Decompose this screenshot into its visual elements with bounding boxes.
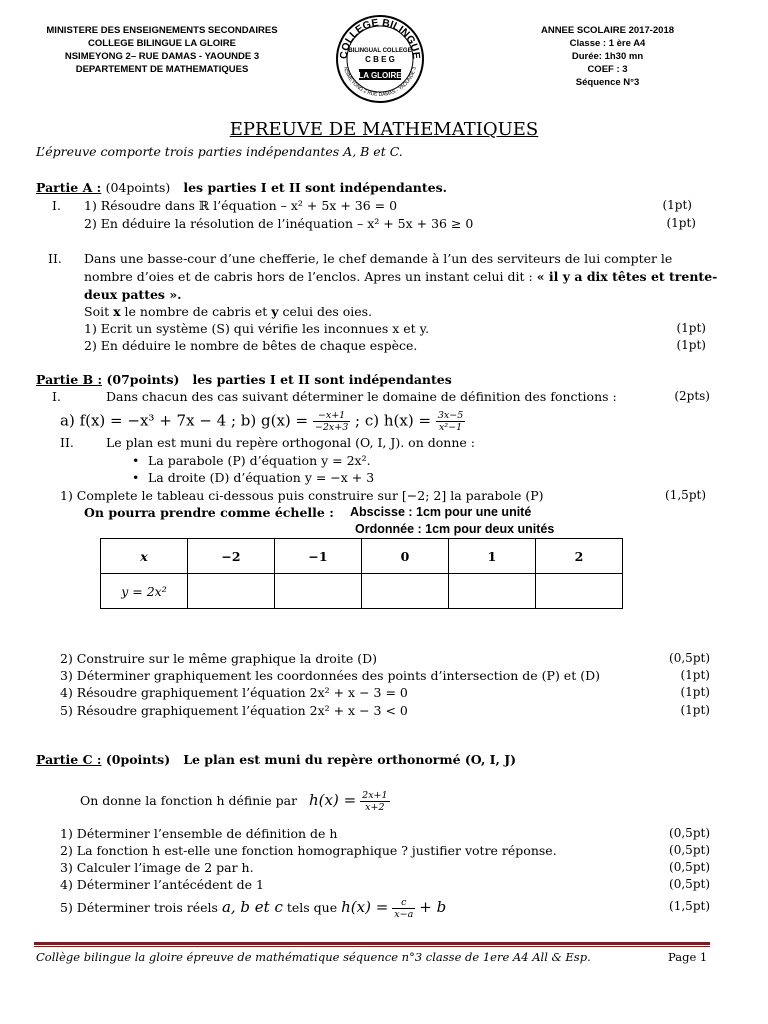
table-cell: 0 — [362, 539, 449, 574]
table-cell: 1 — [449, 539, 536, 574]
part-c-q2-points: (0,5pt) — [669, 843, 710, 857]
part-b-q3: 3) Déterminer graphiquement les coordonnées des points d’intersection de (P) et (D) — [60, 668, 600, 683]
frac-g — [313, 410, 350, 433]
frac-hc-num: 2x+1 — [362, 790, 388, 801]
part-b-I-text: Dans chacun des cas suivant déterminer le domaine de définition des fonctions : — [106, 389, 617, 404]
part-a-para-4a: Soit — [84, 304, 110, 319]
part-b-q3-points: (1pt) — [680, 668, 710, 682]
frac-q5 — [392, 897, 415, 920]
frac-g-den: −2x+3 — [314, 422, 349, 433]
table-cell: −1 — [275, 539, 362, 574]
part-b-q5: 5) Résoudre graphiquement l’équation 2x² + x − 3 < 0 — [60, 703, 408, 718]
part-a-para-4 — [84, 304, 372, 319]
table-cell-empty — [536, 574, 623, 609]
page-number: Page 1 — [668, 950, 708, 964]
table-row-y — [101, 574, 623, 609]
part-b-points: (07points) — [106, 372, 180, 387]
part-b-II-text: Le plan est muni du repère orthogonal (O, I, J). on donne : — [106, 435, 475, 450]
scale-abscisse: Abscisse : 1cm pour une unité — [350, 505, 532, 519]
part-a-I-num: I. — [52, 198, 61, 213]
part-b-q5-points: (1pt) — [680, 703, 710, 717]
scale-label: On pourra prendre comme échelle : — [84, 505, 334, 520]
var-x: x — [113, 304, 121, 319]
part-b-q2-points: (0,5pt) — [669, 651, 710, 665]
part-c-h-lhs: h(x) = — [309, 791, 357, 809]
part-c-desc: Le plan est muni du repère orthonormé (O, I, J) — [183, 752, 517, 767]
part-a-s1-points: (1pt) — [676, 321, 706, 335]
logo-initials: C B E G — [365, 55, 395, 64]
frac-h-den: x²−1 — [438, 422, 463, 433]
part-a-II-num: II. — [48, 251, 62, 266]
part-b-label: Partie B : — [36, 372, 103, 387]
part-a-q2: 2) En déduire la résolution de l’inéquation – x² + 5x + 36 ≥ 0 — [84, 216, 474, 231]
page-title: EPREUVE DE MATHEMATIQUES — [229, 119, 539, 140]
school-year: ANNEE SCOLAIRE 2017-2018 — [540, 25, 675, 36]
footer-rule — [34, 942, 710, 945]
part-a-para-3: deux pattes ». — [84, 287, 182, 302]
frac-g-num: −x+1 — [313, 410, 350, 422]
part-b-q1-points: (1,5pt) — [665, 488, 706, 502]
part-c-q5a: 5) Déterminer trois réels — [60, 900, 218, 915]
part-c-q5e: + b — [419, 898, 447, 916]
bullet-parabola-text: La parabole (P) d’équation y = 2x². — [148, 453, 371, 468]
footer-rule-thin — [34, 946, 710, 947]
bullet-line: • La droite (D) d’équation y = −x + 3 — [132, 470, 375, 485]
logo-ring-text: NSIMEYONG 2 RUE DAMAS - YAOUNDE 3 — [342, 66, 418, 99]
header-left — [32, 24, 292, 76]
part-a-q1-points: (1pt) — [662, 198, 692, 212]
frac-h — [436, 410, 465, 433]
table-cell-empty — [449, 574, 536, 609]
part-c-q5d: h(x) = — [341, 898, 389, 916]
part-a-desc: les parties I et II sont indépendantes. — [183, 180, 448, 195]
func-a-b: a) f(x) = −x³ + 7x − 4 ; b) g(x) = — [60, 411, 309, 430]
table-cell-empty — [275, 574, 362, 609]
scale-ordonnee: Ordonnée : 1cm pour deux unités — [355, 522, 555, 536]
part-c-given — [80, 790, 390, 813]
class-info: Classe : 1 ère A4 — [569, 38, 646, 49]
frac-hc-den: x+2 — [365, 802, 385, 813]
part-c-q5 — [60, 897, 446, 920]
part-b-q4: 4) Résoudre graphiquement l’équation 2x² + x − 3 = 0 — [60, 685, 408, 700]
table-cell-empty — [188, 574, 275, 609]
logo-top-text: COLLEGE BILINGUE — [337, 16, 423, 60]
ministry-line: MINISTERE DES ENSEIGNEMENTS SECONDAIRES — [46, 25, 278, 36]
school-line: COLLEGE BILINGUE LA GLOIRE — [88, 38, 236, 49]
sequence: Séquence N°3 — [575, 77, 640, 88]
part-c-points: (0points) — [105, 752, 171, 767]
logo-mid-text: BILINGUAL COLLEGE — [348, 48, 412, 54]
part-a-s2-points: (1pt) — [676, 338, 706, 352]
part-c-q1: 1) Déterminer l’ensemble de définition de h — [60, 826, 338, 841]
part-a-q1: 1) Résoudre dans ℝ l’équation – x² + 5x + 36 = 0 — [84, 198, 398, 213]
part-a-s2: 2) En déduire le nombre de bêtes de chaque espèce. — [84, 338, 418, 353]
part-c-q5c: tels que — [286, 900, 338, 915]
part-a-label: Partie A : — [36, 180, 102, 195]
part-a-s1: 1) Ecrit un système (S) qui vérifie les inconnues x et y. — [84, 321, 430, 336]
part-b-q2: 2) Construire sur le même graphique la droite (D) — [60, 651, 378, 666]
part-c-q2: 2) La fonction h est-elle une fonction homographique ? justifier votre réponse. — [60, 843, 557, 858]
part-a-q2-points: (1pt) — [666, 216, 696, 230]
table-cell: y = 2x² — [101, 574, 188, 609]
part-b-I-num: I. — [52, 389, 61, 404]
part-b-functions — [60, 410, 465, 433]
part-b-q4-points: (1pt) — [680, 685, 710, 699]
part-a-para-2b: « il y a dix têtes et trente- — [536, 269, 718, 284]
bullet-line-text: La droite (D) d’équation y = −x + 3 — [148, 470, 375, 485]
part-a-heading — [36, 180, 447, 195]
part-c-label: Partie C : — [36, 752, 102, 767]
bullet-parabola: • La parabole (P) d’équation y = 2x². — [132, 453, 371, 468]
part-c-q4-points: (0,5pt) — [669, 877, 710, 891]
table-cell-empty — [362, 574, 449, 609]
func-c: ; c) h(x) = — [355, 411, 432, 430]
part-c-q3: 3) Calculer l’image de 2 par h. — [60, 860, 254, 875]
part-b-desc: les parties I et II sont indépendantes — [192, 372, 452, 387]
frac-h-num: 3x−5 — [437, 410, 464, 421]
values-table — [100, 538, 623, 609]
var-y: y — [271, 304, 279, 319]
part-a-para-4b: le nombre de cabris et — [124, 304, 268, 319]
part-c-q4: 4) Déterminer l’antécédent de 1 — [60, 877, 264, 892]
coefficient: COEF : 3 — [587, 64, 628, 75]
part-b-heading — [36, 372, 452, 387]
footer-text: Collège bilingue la gloire épreuve de mathématique séquence n°3 classe de 1ere A4 All & Esp. — [36, 950, 591, 964]
part-a-para-2a: nombre d’oies et de cabris hors de l’enclos. Apres un instant celui dit : — [84, 269, 533, 284]
table-cell: −2 — [188, 539, 275, 574]
frac-q5-num: c — [392, 897, 415, 909]
part-b-q1: 1) Complete le tableau ci-dessous puis construire sur [−2; 2] la parabole (P) — [60, 488, 544, 503]
table-cell: x — [101, 539, 188, 574]
part-c-q5-points: (1,5pt) — [669, 899, 710, 913]
part-a-para-1: Dans une basse-cour d’une chefferie, le chef demande à l’un des serviteurs de lui compter le — [84, 251, 673, 266]
department-line: DEPARTEMENT DE MATHEMATIQUES — [75, 64, 249, 75]
part-c-heading — [36, 752, 516, 767]
part-c-q1-points: (0,5pt) — [669, 826, 710, 840]
part-a-para-4c: celui des oies. — [282, 304, 373, 319]
intro-text: L’épreuve comporte trois parties indépendantes A, B et C. — [36, 144, 403, 159]
part-a-points: (04points) — [105, 180, 171, 195]
part-c-q3-points: (0,5pt) — [669, 860, 710, 874]
school-logo — [335, 14, 425, 104]
frac-q5-den: x−a — [394, 909, 414, 920]
table-row-x — [101, 539, 623, 574]
address-line: NSIMEYONG 2– RUE DAMAS - YAOUNDE 3 — [64, 51, 260, 62]
table-cell: 2 — [536, 539, 623, 574]
logo-bottom-text: LA GLOIRE — [358, 71, 402, 80]
part-a-para-2 — [84, 269, 717, 284]
frac-hc — [360, 790, 389, 813]
part-b-I-points: (2pts) — [674, 389, 710, 403]
part-c-given-text: On donne la fonction h définie par — [80, 793, 298, 808]
duration: Durée: 1h30 mn — [571, 51, 644, 62]
part-c-q5b: a, b et c — [221, 898, 283, 916]
header-right — [505, 24, 710, 89]
part-b-II-num: II. — [60, 435, 74, 450]
